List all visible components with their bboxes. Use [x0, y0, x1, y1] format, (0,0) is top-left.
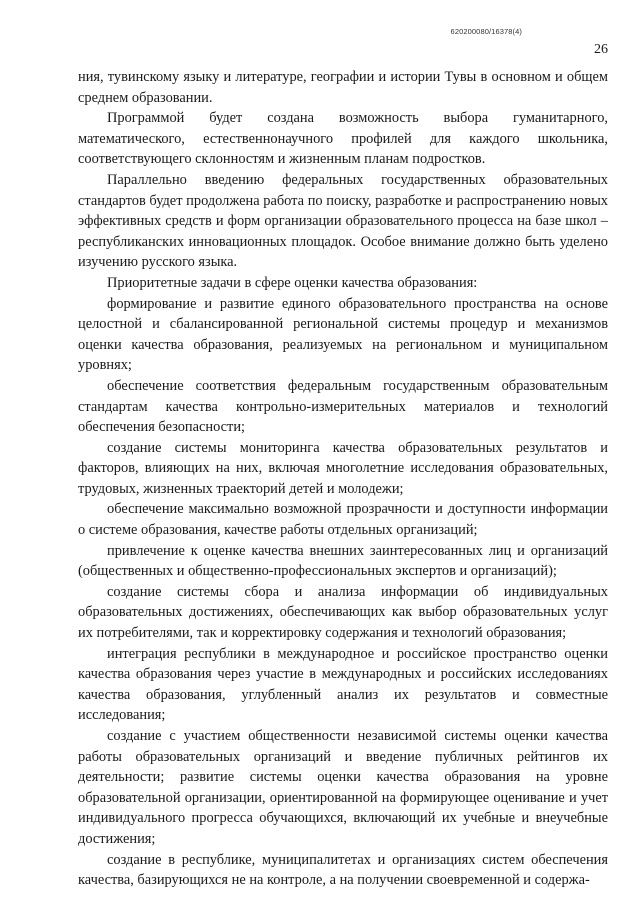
list-item: создание системы мониторинга качества образовательных результатов и факторов, влияющих на них, включая многолетние исследования образовательных, трудовых, жизненных траекторий детей и молодежи; [78, 439, 608, 497]
paragraph: Параллельно введению федеральных государственных образовательных стандартов будет продолжена работа по поиску, разработке и распространению новых эффективных средств и форм организации образовательного процесса на базе школ – республиканских инновационных площадок. Особое внимание должно быть уделено изучению русского языка. [78, 171, 608, 271]
list-item: обеспечение соответствия федеральным государственным образовательным стандартам качества контрольно-измерительных материалов и технологий обеспечения безопасности; [78, 377, 608, 436]
document-id: 620200080/16378(4) [450, 27, 522, 36]
section-heading: Приоритетные задачи в сфере оценки качества образования: [107, 274, 478, 291]
list-item: создание с участием общественности независимой системы оценки качества работы образовательных организаций и введение публичных рейтингов их деятельности; развитие системы оценки качества образования на уровне образовательной организации, ориентированной на формирующее оценивание и учет индивидуального прогресса обучающихся, включающий их учебные и внеучебные достижения; [78, 728, 608, 847]
list-item: привлечение к оценке качества внешних заинтересованных лиц и организаций (общественных и общественно-профессиональных экспертов и организаций); [78, 542, 608, 580]
list-item: интеграция республики в международное и российское пространство оценки качества образования через участие в международных и российских исследованиях качества образования, углубленный анализ их результатов и совместные исследования; [78, 645, 608, 724]
page-number: 26 [594, 42, 608, 57]
paragraph: ния, тувинскому языку и литературе, географии и истории Тувы в основном и общем среднем образовании. [78, 69, 608, 106]
list-item: создание системы сбора и анализа информации об индивидуальных образовательных достижениях, обеспечивающих как выбор образовательных услуг их потребителями, так и корректировку содержания и технологий образования; [78, 583, 608, 642]
list-item: создание в республике, муниципалитетах и организациях систем обеспечения качества, базирующихся не на контроле, а на получении своевременной и содержа- [78, 851, 608, 889]
document-body [78, 67, 608, 891]
paragraph: Программой будет создана возможность выбора гуманитарного, математического, естественнонаучного профилей для каждого школьника, соответствующего склонностям и жизненным планам подростков. [78, 110, 608, 168]
list-item: обеспечение максимально возможной прозрачности и доступности информации о системе образования, качестве работы отдельных организаций; [78, 501, 608, 539]
list-item: формирование и развитие единого образовательного пространства на основе целостной и сбалансированной региональной системы процедур и механизмов оценки качества образования, реализуемых на региональном и муниципальном уровнях; [78, 295, 608, 374]
